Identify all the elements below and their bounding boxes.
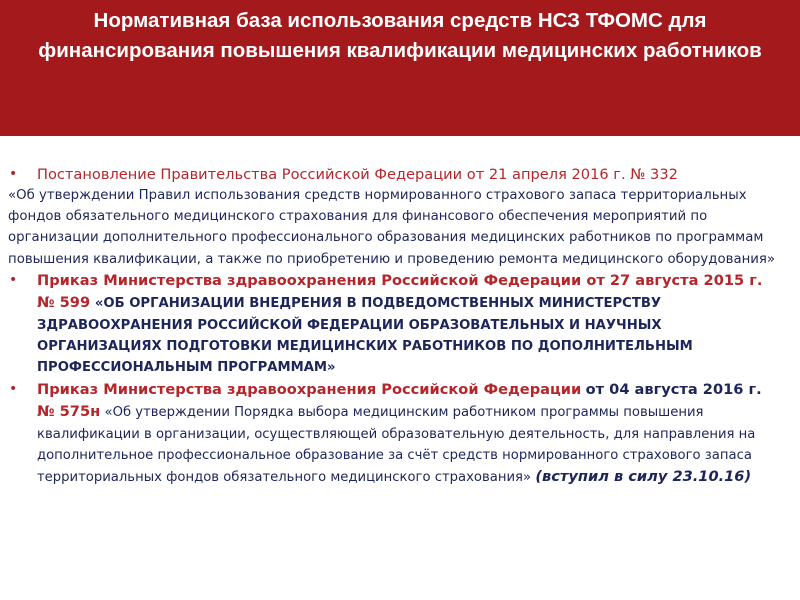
item-note: (вступил в силу 23.10.16) xyxy=(535,468,752,486)
bullet-icon: • xyxy=(9,380,18,397)
item-quote: «ОБ ОРГАНИЗАЦИИ ВНЕДРЕНИЯ В ПОДВЕДОМСТВЕННЫХ МИНИСТЕРСТВУ ЗДРАВООХРАНЕНИЯ РОССИЙСКОЙ ФЕДЕРАЦИИ ОБРАЗОВАТЕЛЬНЫХ И НАУЧНЫХ ОРГАНИЗАЦИЯХ ПОДГОТОВКИ МЕДИЦИНСКИХ РАБОТНИКОВ ПО ДОПОЛНИТЕЛЬНЫМ ПРОФЕССИОНАЛЬНЫМ ПРОГРАММАМ» xyxy=(37,296,693,376)
slide-title: Нормативная база использования средств НСЗ ТФОМС для финансирования повышения квалификации медицинских работников xyxy=(38,9,762,62)
item-heading: Постановление Правительства Российской Федерации от 21 апреля 2016 г. № 332 xyxy=(37,166,678,183)
item-quote: «Об утверждении Порядка выбора медицинским работником программы повышения квалификации в организации, осуществляющей образовательную деятельность, для направления на дополнительное профессиональное образование за счёт средств нормированного страхового запаса территориальных фондов обязательного медицинского страхования» xyxy=(37,405,756,486)
list-item xyxy=(0,270,800,379)
item-date: от 04 августа 2016 г. xyxy=(585,380,762,398)
item-heading: Приказ Министерства здравоохранения Российской Федерации xyxy=(37,380,582,398)
item-body xyxy=(37,270,777,379)
slide-header xyxy=(0,0,800,136)
item-quote: «Об утверждении Правил использования средств нормированного страхового запаса территориальных фондов обязательного медицинского страхования для финансового обеспечения мероприятий по организации дополнительного профессионального образования медицинских работников по программам повышения квалификации, а также по приобретению и проведению ремонта медицинского оборудования» xyxy=(8,188,776,267)
item-body xyxy=(37,379,777,489)
item-number: № 575н xyxy=(37,403,101,421)
bullet-icon: • xyxy=(9,166,18,182)
list-item xyxy=(0,379,800,489)
list-item xyxy=(0,164,800,270)
item-heading: Приказ Министерства здравоохранения Российской Федерации от 27 августа 2015 г. № 599 xyxy=(37,271,763,312)
bullet-icon: • xyxy=(9,271,18,288)
slide-content xyxy=(0,164,800,489)
